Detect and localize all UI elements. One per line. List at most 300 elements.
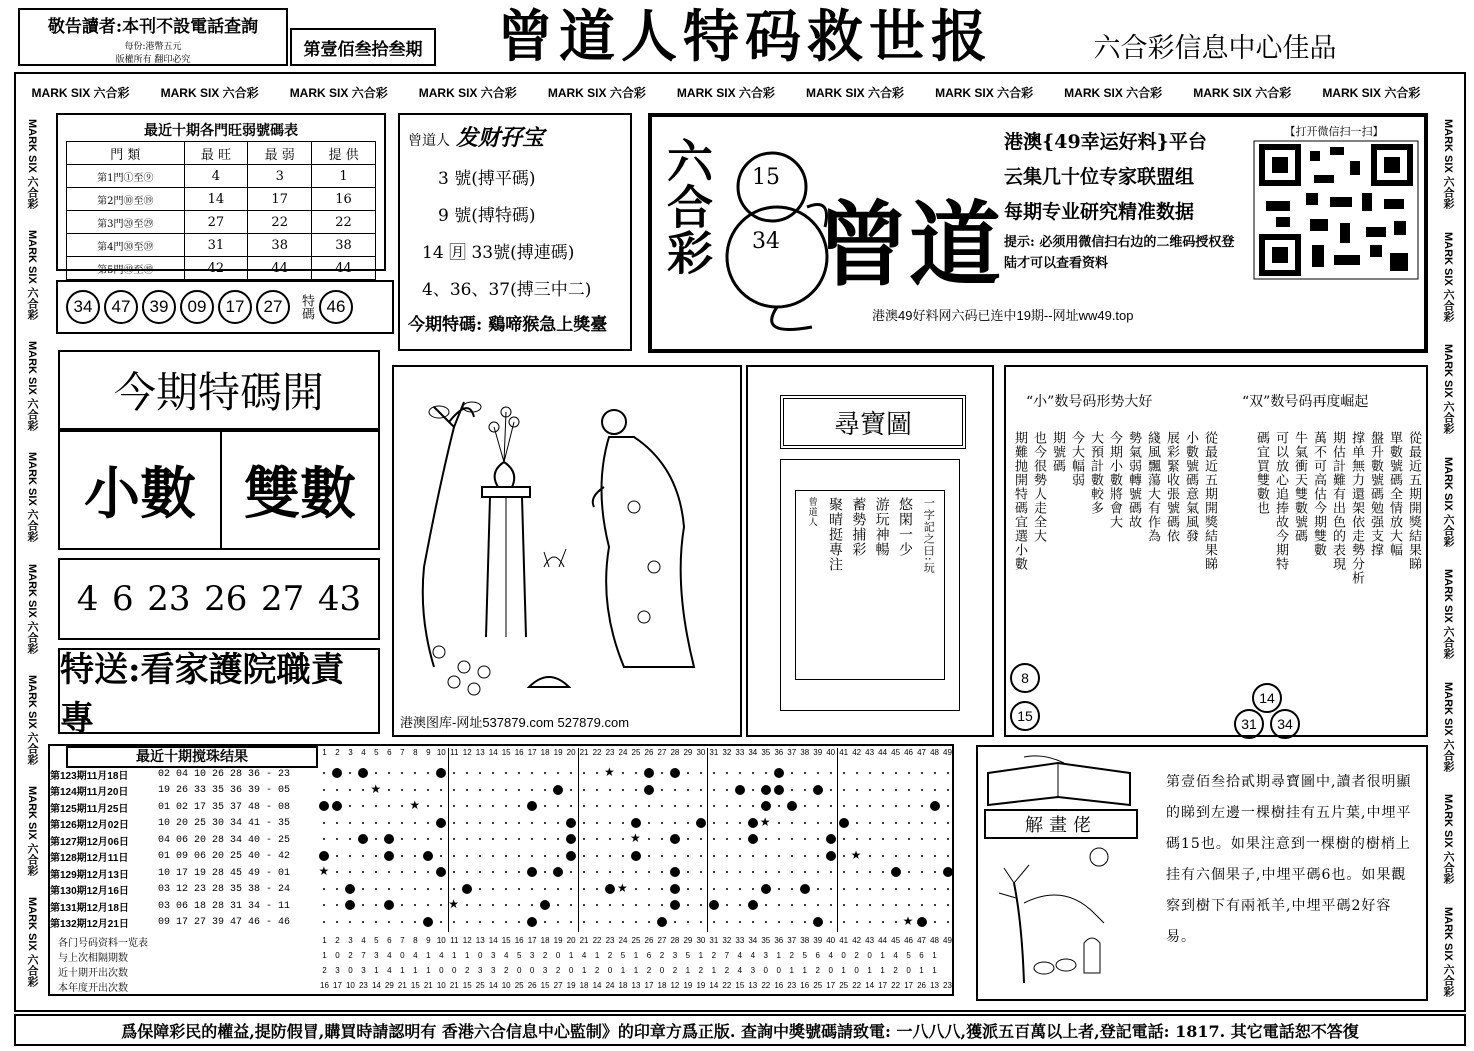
treasure-col: 悠閑一少	[896, 497, 913, 557]
draw-label: 第127期12月06日	[50, 836, 129, 848]
grid-dot	[804, 871, 806, 873]
footer-stat-number: 2	[711, 951, 717, 960]
grid-dot	[752, 789, 754, 791]
footer-stat-number: 25	[514, 981, 524, 990]
grid-dot	[661, 838, 663, 840]
grid-dot	[453, 855, 455, 857]
footer-index-number: 40	[826, 936, 836, 945]
footer-stat-number: 4	[387, 966, 392, 975]
grid-dot	[518, 871, 520, 873]
grid-header-number: 7	[400, 748, 405, 757]
promo-line: 港澳{49幸运好料}平台	[1004, 131, 1207, 153]
fortune-line: 4、36、37(搏三中二)	[422, 280, 592, 300]
special-star-mark: ★	[370, 781, 382, 796]
grid-dot	[843, 772, 845, 774]
grid-dot	[583, 921, 585, 923]
grid-dot	[947, 789, 949, 791]
grid-dot	[518, 888, 520, 890]
grid-dot	[544, 855, 546, 857]
grid-dot	[557, 822, 559, 824]
footer-label: 与上次相隔期数	[58, 953, 128, 964]
col-header: 最 弱	[248, 142, 312, 165]
grid-dot	[856, 904, 858, 906]
footer-stat-number: 4	[828, 951, 833, 960]
footer-stat-number: 2	[646, 966, 652, 975]
grid-dot	[700, 789, 702, 791]
footer-stat-number: 1	[374, 966, 379, 975]
draw-numbers: 03 12 23 28 35 38 - 24	[158, 884, 291, 896]
grid-header-number: 6	[387, 748, 392, 757]
grid-dot	[336, 871, 338, 873]
grid-dot	[414, 904, 416, 906]
footer-stat-number: 1	[867, 966, 872, 975]
grid-dot	[908, 904, 910, 906]
explain-title: 解畫佬	[1025, 815, 1097, 836]
footer-stat-number: 7	[361, 951, 366, 960]
footer-stat-number: 3	[478, 966, 483, 975]
open-number: 6	[112, 579, 134, 619]
special-star-mark: ★	[630, 831, 641, 845]
analysis-ball: 14	[1252, 683, 1282, 713]
grid-dot	[674, 921, 676, 923]
grid-dot	[336, 921, 338, 923]
grid-header-number: 12	[462, 748, 472, 757]
grid-dot	[869, 871, 871, 873]
grid-dot	[375, 921, 377, 923]
qr-caption: 【打开微信扫一扫】	[1284, 125, 1384, 138]
footer-stat-number: 2	[542, 951, 548, 960]
grid-dot	[466, 871, 468, 873]
grid-dot	[700, 772, 702, 774]
grid-dot	[921, 888, 923, 890]
hit-dot	[527, 801, 537, 811]
footer-stat-number: 0	[568, 966, 574, 975]
grid-header-number: 32	[722, 748, 732, 757]
grid-dot	[492, 838, 494, 840]
grid-dot	[648, 805, 650, 807]
grid-dot	[869, 805, 871, 807]
footer-stat-number: 1	[400, 966, 405, 975]
footer-stat-number: 16	[774, 981, 784, 990]
footer-stat-number: 0	[659, 966, 665, 975]
hit-dot	[670, 900, 680, 910]
grid-dot	[947, 904, 949, 906]
footer-bar	[14, 1014, 1466, 1046]
footer-index-number: 23	[605, 936, 615, 945]
draw-row	[50, 799, 318, 816]
grid-dot	[778, 888, 780, 890]
grid-dot	[778, 838, 780, 840]
hit-dot	[943, 867, 953, 877]
grid-dot	[856, 822, 858, 824]
grid-dot	[726, 921, 728, 923]
hit-dot	[930, 801, 940, 811]
grid-dot	[739, 772, 741, 774]
grid-dot	[739, 838, 741, 840]
grid-dot	[713, 772, 715, 774]
footer-stat-number: 0	[529, 966, 535, 975]
treasure-title-box	[780, 395, 966, 449]
footer-stat-number: 0	[828, 966, 833, 975]
grid-header-number: 37	[787, 748, 797, 757]
grid-dot	[856, 921, 858, 923]
footer-stat-number: 1	[620, 966, 626, 975]
grid-header-number: 4	[361, 748, 366, 757]
grid-dot	[947, 921, 949, 923]
grid-dot	[466, 772, 468, 774]
footer-stat-number: 0	[400, 951, 405, 960]
footer-index-number: 47	[917, 936, 926, 945]
grid-header-number: 18	[540, 748, 550, 757]
footer-stat-number: 22	[761, 981, 771, 990]
footer-stat-number: 27	[553, 981, 563, 990]
grid-dot	[479, 904, 481, 906]
grid-dot	[596, 888, 598, 890]
footer-stat-number: 2	[724, 966, 730, 975]
grid-dot	[804, 838, 806, 840]
grid-dot	[778, 904, 780, 906]
grid-header-number: 43	[865, 748, 875, 757]
footer-index-number: 41	[839, 936, 849, 945]
grid-dot	[778, 822, 780, 824]
hit-dot	[670, 884, 680, 894]
grid-dot	[492, 888, 494, 890]
footer-stat-number: 2	[659, 951, 665, 960]
footer-stat-number: 2	[594, 966, 600, 975]
footer-stat-number: 0	[763, 966, 768, 975]
treasure-scroll	[780, 459, 960, 711]
grid-dot	[583, 805, 585, 807]
grid-dot	[427, 904, 429, 906]
promo-box	[648, 113, 1428, 353]
grid-dot	[648, 921, 650, 923]
footer-stat-number: 21	[423, 981, 433, 990]
grid-dot	[505, 805, 507, 807]
grid-dot	[791, 838, 793, 840]
grid-dot	[700, 921, 702, 923]
grid-dot	[843, 921, 845, 923]
grid-dot	[349, 871, 351, 873]
grid-dot	[505, 838, 507, 840]
results-box	[48, 744, 954, 996]
footer-stat-number: 23	[787, 981, 797, 990]
grid-dot	[466, 789, 468, 791]
hit-dot	[566, 818, 576, 828]
hit-dot	[605, 884, 615, 894]
grid-dot	[882, 805, 884, 807]
grid-dot	[388, 871, 390, 873]
footer-stat-number: 1	[919, 966, 924, 975]
grid-dot	[752, 871, 754, 873]
grid-header-number: 40	[826, 748, 836, 757]
treasure-col: 蓄勢捕彩	[850, 497, 867, 557]
grid-dot	[687, 789, 689, 791]
footer-index-number: 49	[943, 936, 952, 945]
grid-dot	[427, 838, 429, 840]
grid-dot	[895, 822, 897, 824]
draw-numbers: 10 20 25 30 34 41 - 35	[158, 818, 291, 830]
grid-dot	[661, 805, 663, 807]
special-star-mark: ★	[902, 913, 914, 928]
grid-dot	[882, 789, 884, 791]
footer-label: 各门号码资料一览表	[58, 938, 148, 949]
grid-dot	[804, 855, 806, 857]
grid-dot	[401, 904, 403, 906]
grid-dot	[882, 888, 884, 890]
draw-row	[50, 882, 318, 899]
footer-stat-number: 0	[555, 951, 561, 960]
grid-dot	[804, 805, 806, 807]
special-label: 特碼	[299, 294, 314, 320]
grid-dot	[570, 871, 572, 873]
grid-dot	[830, 888, 832, 890]
grid-dot	[518, 772, 520, 774]
grid-dot	[791, 772, 793, 774]
footer-index-number: 7	[400, 936, 405, 945]
footer-index-number: 48	[930, 936, 939, 945]
footer-index-number: 18	[540, 936, 550, 945]
grid-header-number: 30	[696, 748, 706, 757]
footer-stat-number: 4	[893, 951, 898, 960]
grid-header-number: 8	[413, 748, 418, 757]
grid-dot	[791, 888, 793, 890]
grid-dot	[544, 789, 546, 791]
grid-dot	[388, 789, 390, 791]
grid-dot	[726, 805, 728, 807]
footer-stat-number: 10	[436, 981, 446, 990]
draw-row	[50, 766, 318, 783]
grid-dot	[375, 855, 377, 857]
footer-stat-number: 5	[802, 951, 807, 960]
grid-dot	[843, 789, 845, 791]
hit-dot	[657, 917, 667, 927]
grid-dot	[882, 838, 884, 840]
special-star-mark: ★	[318, 864, 330, 878]
hit-dot	[748, 818, 758, 828]
footer-stat-number: 2	[348, 951, 353, 960]
grid-dot	[895, 888, 897, 890]
footer-index-number: 15	[501, 936, 511, 945]
footer-stat-number: 4	[413, 951, 418, 960]
grid-dot	[804, 822, 806, 824]
open-left: 小數	[84, 461, 196, 527]
grid-header-number: 28	[670, 748, 680, 757]
grid-dot	[414, 871, 416, 873]
grid-dot	[687, 871, 689, 873]
special-star-mark: ★	[617, 880, 628, 895]
open-right: 雙數	[244, 461, 356, 527]
grid-dot	[765, 772, 767, 774]
footer-index-number: 6	[387, 936, 392, 945]
analysis-ball: 15	[1010, 701, 1040, 731]
grid-dot	[596, 772, 598, 774]
grid-dot	[570, 789, 572, 791]
grid-dot	[401, 838, 403, 840]
grid-header-number: 35	[761, 748, 771, 757]
grid-dot	[362, 921, 364, 923]
grid-dot	[336, 822, 338, 824]
footer-index-number: 14	[488, 936, 498, 945]
grid-dot	[700, 888, 702, 890]
grid-dot	[557, 838, 559, 840]
grid-dot	[713, 805, 715, 807]
footer-stat-number: 3	[672, 951, 678, 960]
grid-dot	[778, 805, 780, 807]
analysis-head-right: “双”数号码再度崛起	[1242, 394, 1369, 410]
draw-numbers: 10 17 19 28 45 49 - 01	[158, 867, 291, 879]
footer-stat-number: 15	[735, 981, 745, 990]
grid-dot	[804, 789, 806, 791]
grid-dot	[427, 772, 429, 774]
grid-dot	[921, 789, 923, 791]
grid-header-number: 25	[631, 748, 641, 757]
qr-code-icon[interactable]	[1254, 141, 1418, 279]
grid-dot	[440, 838, 442, 840]
grid-dot	[947, 805, 949, 807]
grid-dot	[908, 888, 910, 890]
grid-dot	[349, 805, 351, 807]
footer-stat-number: 26	[527, 981, 537, 990]
grid-dot	[492, 904, 494, 906]
footer-index-number: 17	[527, 936, 537, 945]
grid-dot	[713, 871, 715, 873]
grid-dot	[609, 904, 611, 906]
draw-row	[50, 898, 318, 915]
hit-dot	[774, 768, 784, 778]
hit-dot	[631, 818, 641, 828]
grid-header-number: 9	[426, 748, 431, 757]
footer-stat-number: 14	[865, 981, 875, 990]
grid-header-number: 46	[904, 748, 914, 757]
footer-index-number: 11	[450, 936, 459, 945]
grid-dot	[349, 789, 351, 791]
footer-index-number: 1	[322, 936, 327, 945]
footer-stat-number: 6	[815, 951, 820, 960]
grid-dot	[479, 855, 481, 857]
footer-index-number: 21	[579, 936, 589, 945]
footer-stat-number: 0	[841, 951, 846, 960]
grid-dot	[557, 888, 559, 890]
grid-dot	[531, 838, 533, 840]
grid-dot	[323, 822, 325, 824]
grid-dot	[622, 855, 624, 857]
gourd-num-bottom: 34	[752, 229, 780, 254]
footer-stat-number: 26	[917, 981, 926, 990]
grid-dot	[596, 789, 598, 791]
grid-dot	[531, 855, 533, 857]
grid-dot	[479, 772, 481, 774]
fortune-footer: 今期特碼: 鷄啼猴急上獎臺	[408, 315, 608, 335]
footer-index-number: 27	[657, 936, 667, 945]
footer-stat-number: 3	[335, 966, 340, 975]
grid-header-number: 1	[322, 748, 327, 757]
footer-stat-number: 3	[361, 966, 366, 975]
hit-dot	[553, 785, 563, 795]
grid-dot	[804, 904, 806, 906]
notice-box	[18, 8, 288, 66]
grid-dot	[648, 888, 650, 890]
hit-dot	[670, 834, 680, 844]
footer-stat-number: 6	[646, 951, 652, 960]
grid-header-number: 24	[618, 748, 628, 757]
treasure-col: 聚晴挺專注	[826, 497, 843, 572]
grid-dot	[921, 904, 923, 906]
footer-stat-number: 0	[854, 966, 859, 975]
grid-dot	[921, 838, 923, 840]
grid-dot	[557, 805, 559, 807]
grid-dot	[570, 805, 572, 807]
grid-header-number: 33	[735, 748, 745, 757]
grid-dot	[674, 789, 676, 791]
grid-dot	[336, 888, 338, 890]
grid-dot	[505, 855, 507, 857]
table-row: 第3門⑳至㉙ 27 22 22	[67, 211, 376, 234]
grid-dot	[908, 838, 910, 840]
grid-dot	[661, 888, 663, 890]
grid-dot	[648, 871, 650, 873]
footer-stat-number: 3	[490, 951, 496, 960]
hit-dot	[345, 900, 355, 910]
hit-dot	[826, 851, 836, 861]
grid-dot	[544, 838, 546, 840]
grid-dot	[466, 805, 468, 807]
footer-index-number: 8	[413, 936, 418, 945]
number-ball: 27	[256, 290, 290, 324]
grid-dot	[492, 789, 494, 791]
grid-header-number: 21	[579, 748, 589, 757]
grid-dot	[817, 871, 819, 873]
grid-header-number: 44	[878, 748, 888, 757]
grid-dot	[635, 772, 637, 774]
grid-dot	[323, 888, 325, 890]
grid-header-number: 34	[748, 748, 758, 757]
publisher: 六合彩信息中心佳品	[1093, 33, 1337, 64]
grid-dot	[882, 921, 884, 923]
grid-dot	[479, 805, 481, 807]
treasure-inner	[795, 490, 945, 680]
grid-dot	[362, 822, 364, 824]
footer-stat-number: 13	[930, 981, 939, 990]
footer-index-number: 26	[644, 936, 654, 945]
grid-dot	[713, 855, 715, 857]
grid-dot	[661, 871, 663, 873]
grid-dot	[388, 921, 390, 923]
grid-dot	[687, 904, 689, 906]
grid-dot	[830, 789, 832, 791]
footer-stat-number: 0	[516, 966, 522, 975]
footer-index-number: 28	[670, 936, 680, 945]
grid-dot	[362, 789, 364, 791]
grid-dot	[934, 855, 936, 857]
footer-stat-number: 1	[880, 951, 885, 960]
grid-dot	[869, 921, 871, 923]
grid-dot	[570, 921, 572, 923]
grid-dot	[596, 855, 598, 857]
analysis-ball: 34	[1270, 709, 1300, 739]
grid-dot	[323, 904, 325, 906]
grid-dot	[895, 805, 897, 807]
hit-dot	[527, 917, 537, 927]
grid-dot	[934, 921, 936, 923]
grid-dot	[739, 822, 741, 824]
grid-dot	[583, 904, 585, 906]
grid-dot	[453, 888, 455, 890]
hit-dot	[436, 768, 446, 778]
grid-dot	[492, 822, 494, 824]
grid-dot	[739, 888, 741, 890]
footer-stat-number: 1	[633, 951, 639, 960]
grid-dot	[934, 838, 936, 840]
